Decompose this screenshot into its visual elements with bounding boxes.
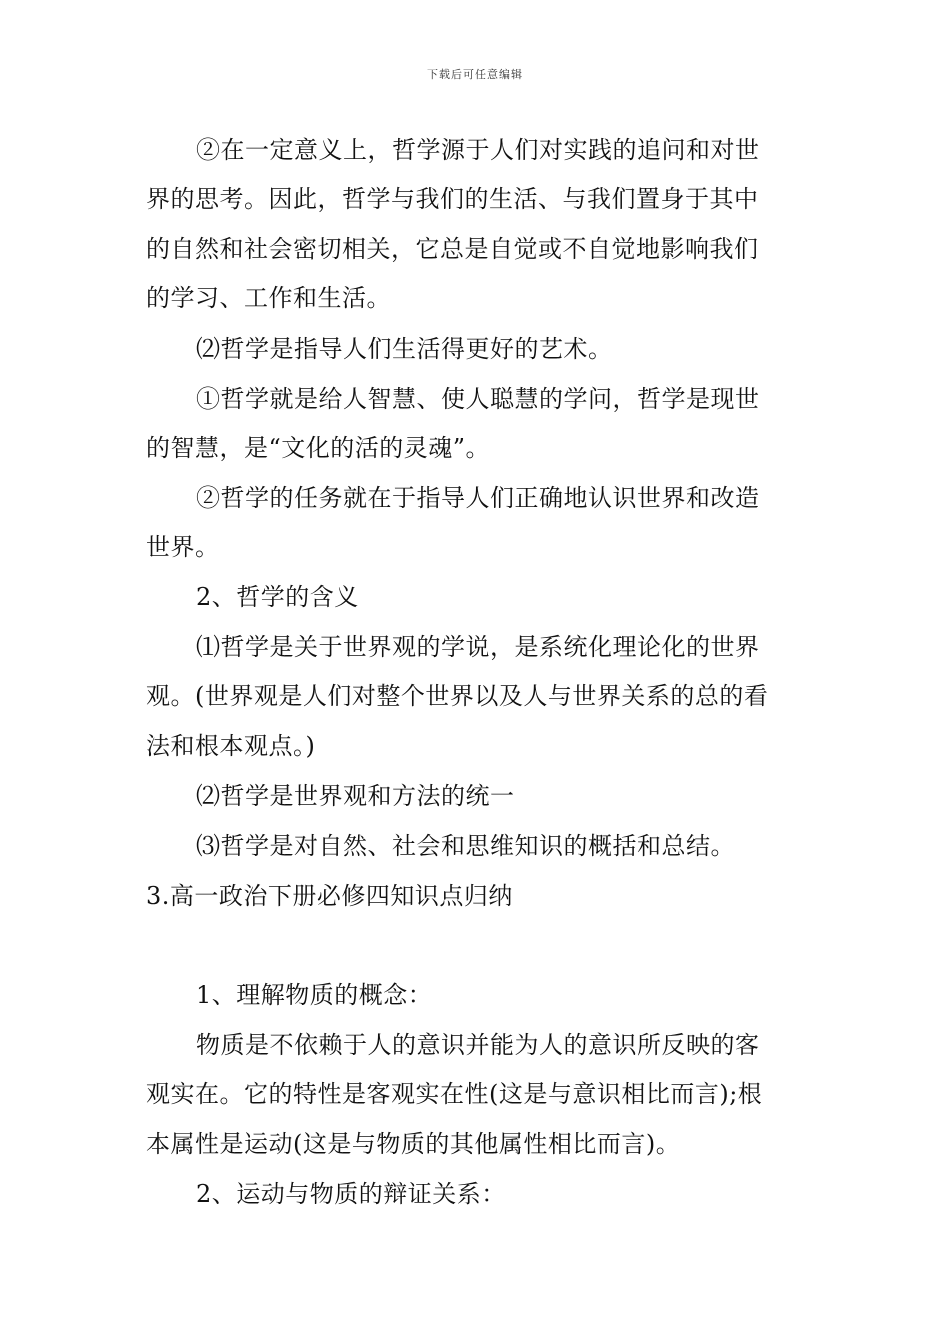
- paragraph-line: 观。(世界观是人们对整个世界以及人与世界关系的总的看: [146, 682, 769, 710]
- paragraph-line: 界的思考。因此，哲学与我们的生活、与我们置身于其中: [146, 185, 759, 213]
- paragraph-line: ①哲学就是给人智慧、使人聪慧的学问，哲学是现世: [196, 385, 760, 413]
- page-header: 下载后可任意编辑: [427, 68, 523, 81]
- paragraph-line: 物质是不依赖于人的意识并能为人的意识所反映的客: [196, 1031, 760, 1059]
- section-title: 3.高一政治下册必修四知识点归纳: [146, 882, 513, 910]
- paragraph-line: 的智慧，是“文化的活的灵魂”。: [146, 434, 491, 462]
- paragraph-line: 世界。: [146, 533, 220, 561]
- paragraph-line: 本属性是运动(这是与物质的其他属性相比而言)。: [146, 1130, 681, 1158]
- paragraph-line: ⑴哲学是关于世界观的学说，是系统化理论化的世界: [196, 633, 760, 661]
- paragraph-line: ⑵哲学是世界观和方法的统一: [196, 782, 515, 810]
- paragraph-line: 的学习、工作和生活。: [146, 284, 391, 312]
- paragraph-line: 观实在。它的特性是客观实在性(这是与意识相比而言);根: [146, 1080, 763, 1108]
- section-heading: 2、哲学的含义: [196, 583, 359, 611]
- paragraph-line: ⑵哲学是指导人们生活得更好的艺术。: [196, 335, 613, 363]
- section-heading: 2、运动与物质的辩证关系：: [196, 1180, 506, 1208]
- paragraph-line: ⑶哲学是对自然、社会和思维知识的概括和总结。: [196, 832, 735, 860]
- paragraph-line: 的自然和社会密切相关，它总是自觉或不自觉地影响我们: [146, 235, 759, 263]
- paragraph-line: ②哲学的任务就在于指导人们正确地认识世界和改造: [196, 484, 760, 512]
- paragraph-line: ②在一定意义上，哲学源于人们对实践的追问和对世: [196, 136, 760, 164]
- section-heading: 1、理解物质的概念：: [196, 981, 433, 1009]
- paragraph-line: 法和根本观点。): [146, 732, 316, 760]
